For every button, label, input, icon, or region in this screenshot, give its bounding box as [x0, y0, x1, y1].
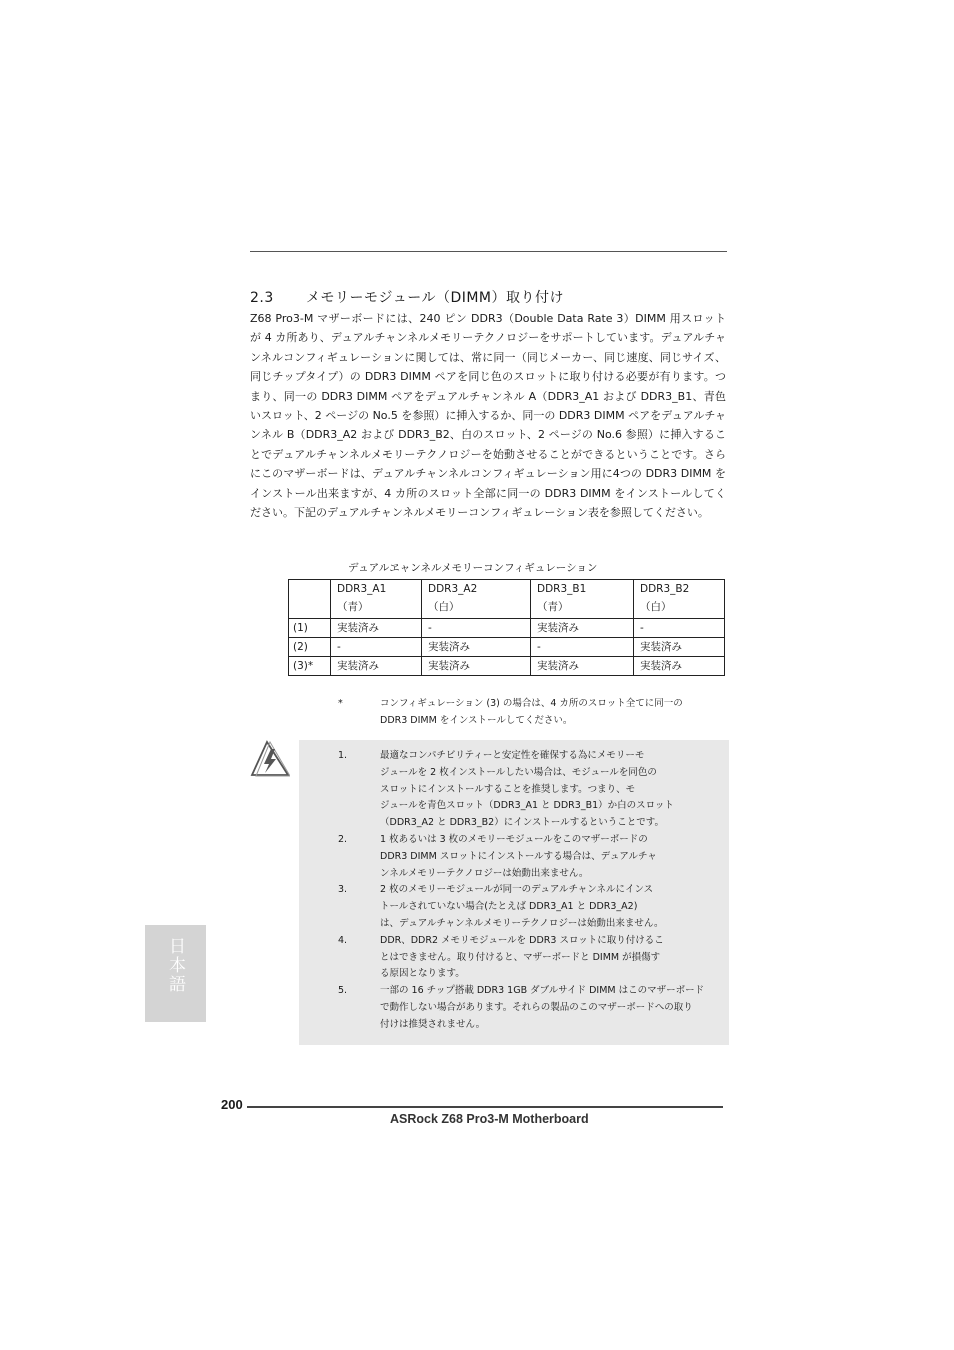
list-item: 5. 一部の 16 チップ搭載 DDR3 1GB ダブルサイド DIMM はこのマザーボード で動作しない場合があります。それらの製品のこのマザーボードへの取り 付けは推奨されません。 — [338, 985, 705, 1030]
table-header-cell: DDR3_B2 （白） — [634, 580, 725, 619]
list-item: 3. 2 枚のメモリーモジュールが同一のデュアルチャンネルにインス トールされていない場合(たとえば DDR3_A1 と DDR3_A2) は、デュアルチャンネルメモリーテクノロジーは始動出来ません。 — [338, 884, 664, 929]
body-paragraph: Z68 Pro3-M マザーボードには、240 ピン DDR3（Double Data Rate 3）DIMM 用スロットが 4 カ所あり、デュアルチャンネルメモリーテクノロジーをサポートしています。デュアルチャンネルコンフィギュレーションに関しては、常に同一（同じメーカー、同じ速度、同じサイズ、同じチップタイプ）の DDR3 DIMM ペアを同じ色のスロットに取り付ける必要が有ります。つまり、同一の DDR3 DIMM ペアをデュアルチャンネル A（DDR3_A1 および DDR3_B1、青色いスロット、2 ページの No.5 を参照）に挿入するか、同一の DDR3 DIMM ペアをデュアルチャンネル B（DDR3_A2 および DDR3_B2、白のスロット、2 ページの No.6 参照）に挿入することでデュアルチャンネルメモリーテクノロジーを始動させることができるということです。さらにこのマザーボードは、デュアルチャンネルコンフィギュレーション用に4つの DDR3 DIMM をインストール出来ますが、4 カ所のスロット全部に同一の DDR3 DIMM をインストールしてください。下記のデュアルチャンネルメモリーコンフィギュレーション表を参照してください。 — [250, 312, 726, 520]
footer-title: ASRock Z68 Pro3-M Motherboard — [390, 1112, 589, 1126]
list-item: 1. 最適なコンパチビリティーと安定性を確保する為にメモリーモ ジュールを 2 枚インストールしたい場合は、モジュールを同色の スロットにインストールすることを推奨します。つまり、モ ジュールを青色スロット（DDR3_A1 と DDR3_B1）か白のスロット （DDR3_A2 と DDR3_B2）にインストールするということです。 — [338, 750, 674, 829]
table-footnote: * コンフィギュレーション (3) の場合は、4 カ所のスロット全てに同一の DDR3 DIMM をインストールしてください。 — [338, 695, 683, 729]
header-rule — [250, 251, 727, 252]
footer-rule — [247, 1106, 723, 1108]
table-row: (2) - 実装済み - 実装済み — [289, 638, 725, 657]
table-row: (1) 実装済み - 実装済み - — [289, 619, 725, 638]
warning-icon — [250, 740, 290, 778]
page-number: 200 — [221, 1097, 243, 1112]
language-tab-label: 日本語 — [165, 937, 185, 994]
table-caption: デュアルヱャンネルメモリーコンフィギュレーション — [348, 562, 598, 574]
notes-list — [338, 748, 730, 1034]
table-row: (3)* 実装済み 実装済み 実装済み 実装済み — [289, 657, 725, 676]
section-number: 2.3 — [250, 290, 274, 306]
section-heading — [250, 287, 564, 307]
memory-config-table — [288, 579, 725, 676]
list-item: 2. 1 枚あるいは 3 枚のメモリーモジュールをこのマザーボードの DDR3 DIMM スロットにインストールする場合は、デュアルチャ ンネルメモリーテクノロジーは始動出来ません。 — [338, 833, 657, 879]
table-header-cell — [289, 580, 331, 619]
table-header-cell: DDR3_A1 （青） — [331, 580, 422, 619]
table-header-cell: DDR3_A2 （白） — [422, 580, 531, 619]
table-header-cell: DDR3_B1 （青） — [531, 580, 634, 619]
footnote-mark: * — [338, 698, 343, 709]
language-tab — [145, 925, 206, 1022]
section-title: メモリーモジュール（DIMM）取り付け — [306, 290, 565, 306]
table-header-row — [289, 580, 725, 619]
list-item: 4. DDR、DDR2 メモリモジュールを DDR3 スロットに取り付けるこ とはできません。取り付けると、マザーボードと DIMM が損傷す る原因となります。 — [338, 934, 664, 980]
